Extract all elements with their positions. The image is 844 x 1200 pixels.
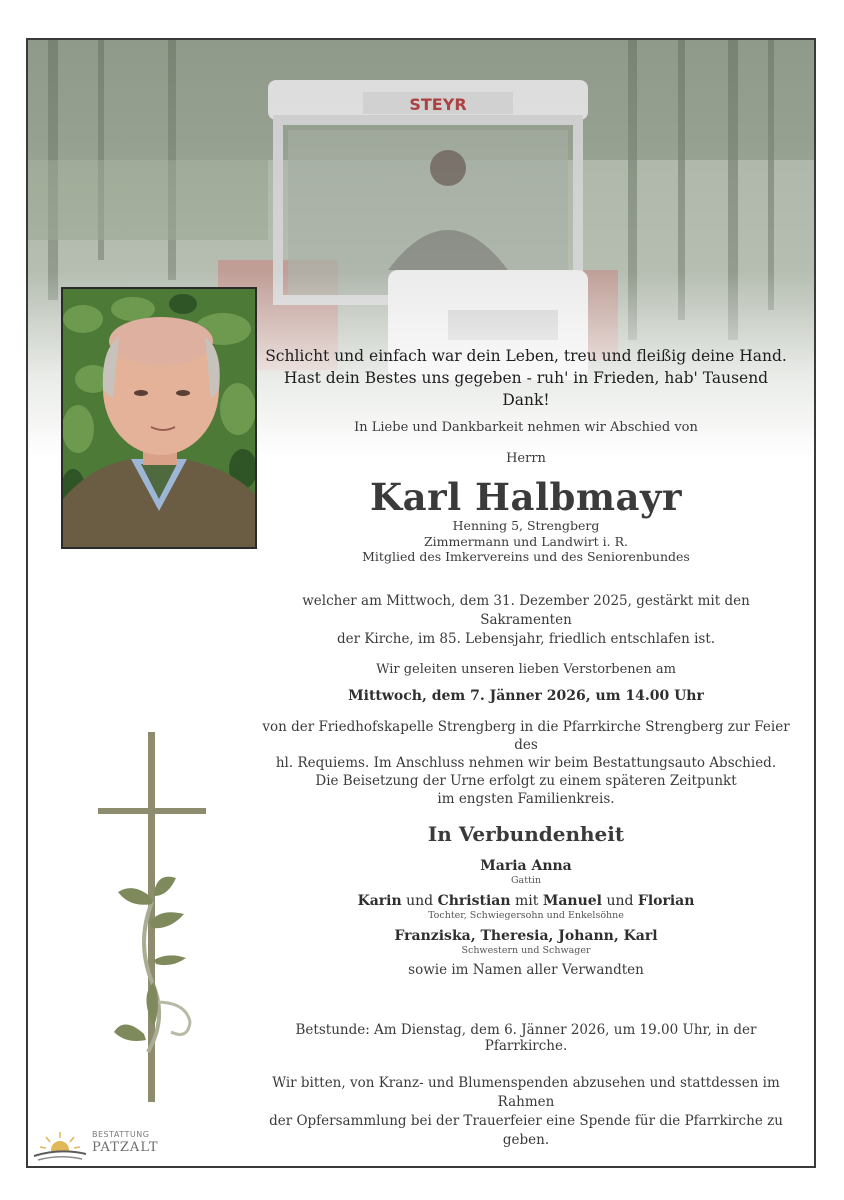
- funeral-line: hl. Requiems. Im Anschluss nehmen wir beim Bestattungsauto Abschied.: [275, 755, 777, 771]
- children-names: Karin und Christian mit Manuel und Florian: [357, 893, 695, 909]
- donation-note: [258, 1074, 794, 1150]
- salutation: Herrn: [506, 451, 546, 466]
- address: Henning 5, Strengberg: [452, 518, 600, 533]
- verse-line: Hast dein Bestes uns gegeben - ruh' in Frieden, hab' Tausend Dank!: [283, 369, 769, 409]
- funeral-line: Die Beisetzung der Urne erfolgt zu einem späteren Zeitpunkt: [315, 773, 737, 789]
- relatives-line: sowie im Namen aller Verwandten: [408, 962, 644, 978]
- siblings-role: Schwestern und Schwager: [461, 945, 591, 956]
- death-line: welcher am Mittwoch, dem 31. Dezember 2025, gestärkt mit den Sakramenten: [302, 593, 750, 628]
- farewell-intro: In Liebe und Dankbarkeit nehmen wir Abschied von: [354, 420, 698, 435]
- funeral-line: von der Friedhofskapelle Strengberg in die Pfarrkirche Strengberg zur Feier des: [262, 719, 790, 753]
- memorial-verse: [258, 345, 794, 411]
- wife-role: Gattin: [510, 875, 542, 886]
- portrait-photo: [61, 287, 257, 549]
- obituary-card: [26, 38, 816, 1168]
- funeral-date: Mittwoch, dem 7. Jänner 2026, um 14.00 Uhr: [348, 688, 704, 704]
- logo-bottom-text: PATZALT: [92, 1140, 159, 1155]
- prayer-service: Betstunde: Am Dienstag, dem 6. Jänner 2026, um 19.00 Uhr, in der Pfarrkirche.: [295, 1022, 757, 1054]
- wife-name: Maria Anna: [480, 858, 572, 874]
- siblings-names: Franziska, Theresia, Johann, Karl: [394, 928, 658, 944]
- profession: Zimmermann und Landwirt i. R.: [423, 533, 629, 549]
- cross-with-vine-icon: [96, 732, 216, 1108]
- deceased-name: Karl Halbmayr: [369, 475, 683, 519]
- sunrise-logo-icon: [32, 1130, 88, 1164]
- membership: Mitglied des Imkervereins und des Seniorenbundes: [362, 549, 690, 564]
- verse-line: Schlicht und einfach war dein Leben, treu und fleißig deine Hand.: [265, 347, 787, 365]
- children-role: Tochter, Schwiegersohn und Enkelsöhne: [428, 910, 624, 921]
- mourners-list: [258, 857, 794, 978]
- funeral-line: im engsten Familienkreis.: [437, 791, 615, 807]
- funeral-details: [258, 718, 794, 808]
- death-notice: [258, 592, 794, 649]
- logo-top-text: BESTATTUNG: [92, 1130, 150, 1139]
- deceased-details: [258, 518, 794, 565]
- family-heading: In Verbundenheit: [427, 822, 625, 846]
- donation-line: der Opfersammlung bei der Trauerfeier eine Spende für die Pfarrkirche zu geben.: [269, 1113, 783, 1148]
- funeral-home-logo: [32, 1130, 159, 1164]
- funeral-lead: Wir geleiten unseren lieben Verstorbenen am: [376, 662, 676, 677]
- donation-line: Wir bitten, von Kranz- und Blumenspenden abzusehen und stattdessen im Rahmen: [272, 1075, 780, 1110]
- death-line: der Kirche, im 85. Lebensjahr, friedlich entschlafen ist.: [336, 631, 716, 647]
